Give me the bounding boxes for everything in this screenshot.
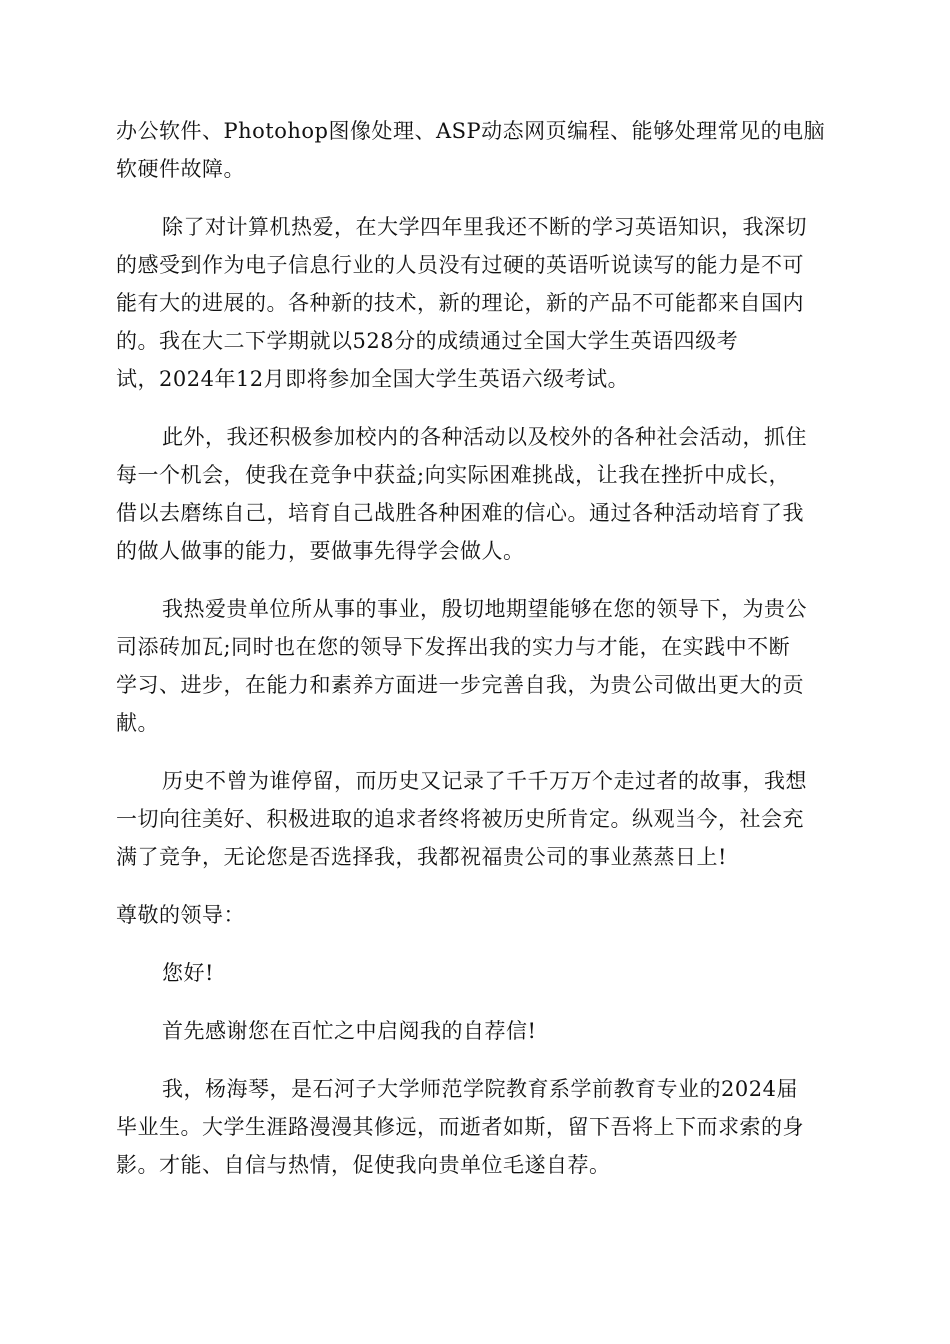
paragraph-skills-continued bbox=[116, 112, 832, 188]
text-line: 的。我在大二下学期就以528分的成绩通过全国大学生英语四级考 bbox=[116, 329, 739, 353]
paragraph-activities bbox=[116, 418, 832, 570]
text-line: 我热爱贵单位所从事的事业，殷切地期望能够在您的领导下，为贵公 bbox=[162, 597, 807, 621]
salutation bbox=[116, 896, 832, 934]
text-line: 此外，我还积极参加校内的各种活动以及校外的各种社会活动，抓住 bbox=[162, 425, 807, 449]
paragraph-aspiration bbox=[116, 590, 832, 742]
text-line: 学习、进步，在能力和素养方面进一步完善自我，为贵公司做出更大的贡 bbox=[116, 673, 804, 697]
text-line: 尊敬的领导： bbox=[116, 903, 245, 927]
text-line: 试，2024年12月即将参加全国大学生英语六级考试。 bbox=[116, 367, 630, 391]
document-body bbox=[116, 112, 832, 1204]
text-line: 除了对计算机热爱，在大学四年里我还不断的学习英语知识，我深切 bbox=[162, 215, 807, 239]
text-line: 能有大的进展的。各种新的技术，新的理论，新的产品不可能都来自国内 bbox=[116, 291, 804, 315]
text-line: 满了竞争，无论您是否选择我，我都祝福贵公司的事业蒸蒸日上! bbox=[116, 845, 727, 869]
text-line: 司添砖加瓦;同时也在您的领导下发挥出我的实力与才能，在实践中不断 bbox=[116, 635, 791, 659]
paragraph-thanks bbox=[116, 1012, 832, 1050]
text-line: 的做人做事的能力，要做事先得学会做人。 bbox=[116, 539, 525, 563]
text-line: 办公软件、Photohop图像处理、ASP动态网页编程、能够处理常见的电脑 bbox=[116, 119, 826, 143]
paragraph-english-study bbox=[116, 208, 832, 398]
text-line: 每一个机会，使我在竞争中获益;向实际困难挑战，让我在挫折中成长， bbox=[116, 463, 791, 487]
text-line: 您好! bbox=[162, 961, 214, 985]
text-line: 软硬件故障。 bbox=[116, 157, 245, 181]
text-line: 的感受到作为电子信息行业的人员没有过硬的英语听说读写的能力是不可 bbox=[116, 253, 804, 277]
text-line: 毕业生。大学生涯路漫漫其修远，而逝者如斯，留下吾将上下而求索的身 bbox=[116, 1115, 804, 1139]
text-line: 一切向往美好、积极进取的追求者终将被历史所肯定。纵观当今，社会充 bbox=[116, 807, 804, 831]
text-line: 借以去磨练自己，培育自己战胜各种困难的信心。通过各种活动培育了我 bbox=[116, 501, 804, 525]
text-line: 我，杨海琴，是石河子大学师范学院教育系学前教育专业的2024届 bbox=[162, 1077, 798, 1101]
paragraph-closing bbox=[116, 762, 832, 876]
text-line: 献。 bbox=[116, 711, 159, 735]
text-line: 历史不曾为谁停留，而历史又记录了千千万万个走过者的故事，我想 bbox=[162, 769, 807, 793]
paragraph-introduction bbox=[116, 1070, 832, 1184]
greeting bbox=[116, 954, 832, 992]
text-line: 首先感谢您在百忙之中启阅我的自荐信! bbox=[162, 1019, 537, 1043]
text-line: 影。才能、自信与热情，促使我向贵单位毛遂自荐。 bbox=[116, 1153, 611, 1177]
